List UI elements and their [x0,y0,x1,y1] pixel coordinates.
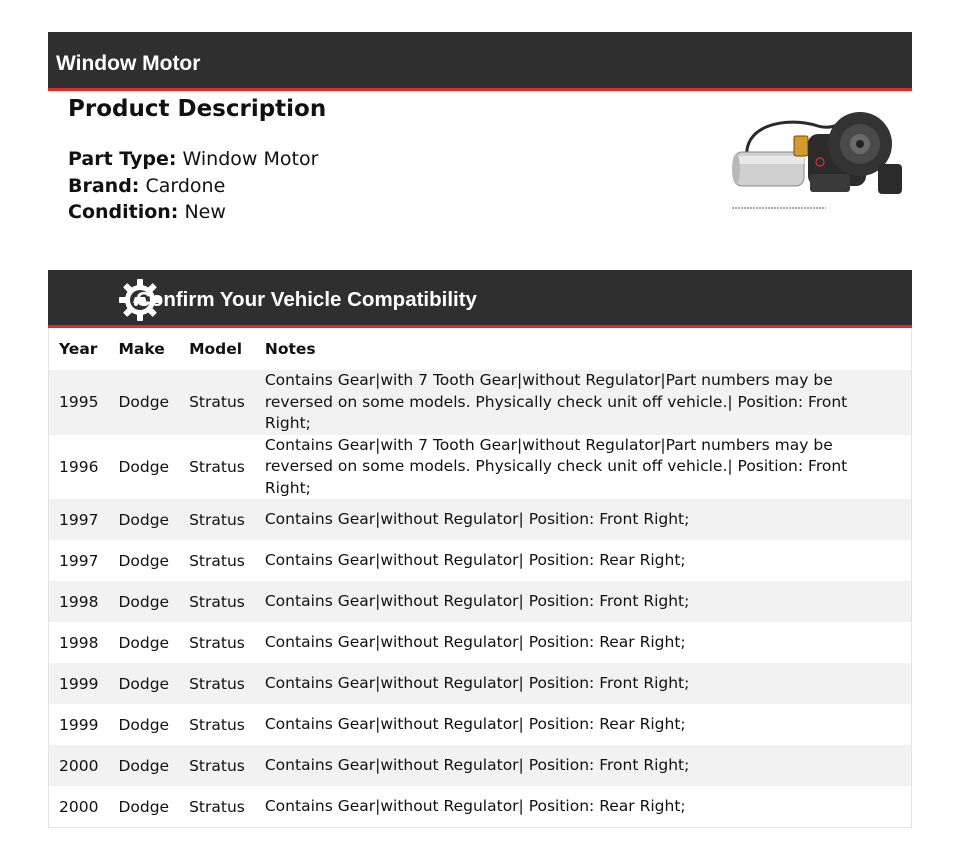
page-title: Window Motor [56,52,201,75]
cell-year: 1999 [59,715,99,734]
cell-model: Stratus [189,393,245,412]
cell-make: Dodge [118,715,170,734]
table-row [49,745,911,786]
cell-notes: Contains Gear|without Regulator| Position: Rear Right; [264,796,686,815]
spec-condition [68,199,688,226]
cell-model: Stratus [189,551,245,570]
cell-year: 1997 [59,551,99,570]
cell-year: 1996 [59,457,99,476]
product-description [68,96,688,226]
cell-notes: Contains Gear|with 7 Tooth Gear|without Regulator|Part numbers may be reversed on some models. Physically check unit off vehicle.| Position: Front Right; [264,371,848,432]
table-row [49,499,911,540]
cell-model: Stratus [189,592,245,611]
spec-part-type [68,146,688,173]
table-row [49,540,911,581]
cell-model: Stratus [189,756,245,775]
cell-year: 1998 [59,592,99,611]
cell-model: Stratus [189,510,245,529]
cell-notes: Contains Gear|with 7 Tooth Gear|without Regulator|Part numbers may be reversed on some models. Physically check unit off vehicle.| Position: Front Right; [264,435,848,497]
table-row [49,370,911,435]
column-header-make: Make [118,340,165,358]
cell-make: Dodge [118,633,170,652]
cell-make: Dodge [118,457,170,476]
cell-year: 1995 [59,393,99,412]
cell-notes: Contains Gear|without Regulator| Position: Front Right; [264,591,690,610]
cell-make: Dodge [118,756,170,775]
column-header-model: Model [189,340,243,358]
spec-value: Window Motor [182,148,319,170]
cell-notes: Contains Gear|without Regulator| Position: Rear Right; [264,550,686,569]
cell-model: Stratus [189,715,245,734]
cell-model: Stratus [189,457,245,476]
cell-notes: Contains Gear|without Regulator| Position: Front Right; [264,755,690,774]
cell-year: 2000 [59,756,99,775]
column-header-year: Year [59,340,98,358]
cell-make: Dodge [118,674,170,693]
spec-label: Brand: [68,174,140,197]
cell-model: Stratus [189,633,245,652]
spec-label: Part Type: [68,148,177,170]
cell-model: Stratus [189,674,245,693]
table-row [49,663,911,704]
cell-make: Dodge [118,510,170,529]
spec-label: Condition: [68,201,179,223]
product-image[interactable] [728,104,906,214]
column-header-notes: Notes [264,340,316,358]
cell-year: 2000 [59,797,99,816]
table-row [49,622,911,663]
cell-model: Stratus [189,797,245,816]
cell-notes: Contains Gear|without Regulator| Position: Rear Right; [264,632,686,651]
cell-make: Dodge [118,797,170,816]
table-row [49,581,911,622]
table-row [49,786,911,827]
spec-value: New [184,201,226,223]
cell-make: Dodge [118,393,170,412]
compatibility-bar [48,270,912,328]
compatibility-title: Confirm Your Vehicle Compatibility [136,288,477,311]
table-header-row [49,328,911,370]
table-row [49,704,911,745]
spec-list [68,146,688,226]
cell-year: 1997 [59,510,99,529]
cell-make: Dodge [118,592,170,611]
cell-notes: Contains Gear|without Regulator| Position: Front Right; [264,673,690,692]
compatibility-table [48,328,912,828]
spec-value: Cardone [145,174,226,197]
spec-brand [68,173,688,200]
cell-notes: Contains Gear|without Regulator| Position: Rear Right; [264,714,686,733]
title-bar [48,32,912,91]
description-heading: Product Description [68,96,327,122]
table-row [49,435,911,500]
cell-year: 1999 [59,674,99,693]
cell-year: 1998 [59,633,99,652]
cell-notes: Contains Gear|without Regulator| Position: Front Right; [264,509,690,528]
cell-make: Dodge [118,551,170,570]
